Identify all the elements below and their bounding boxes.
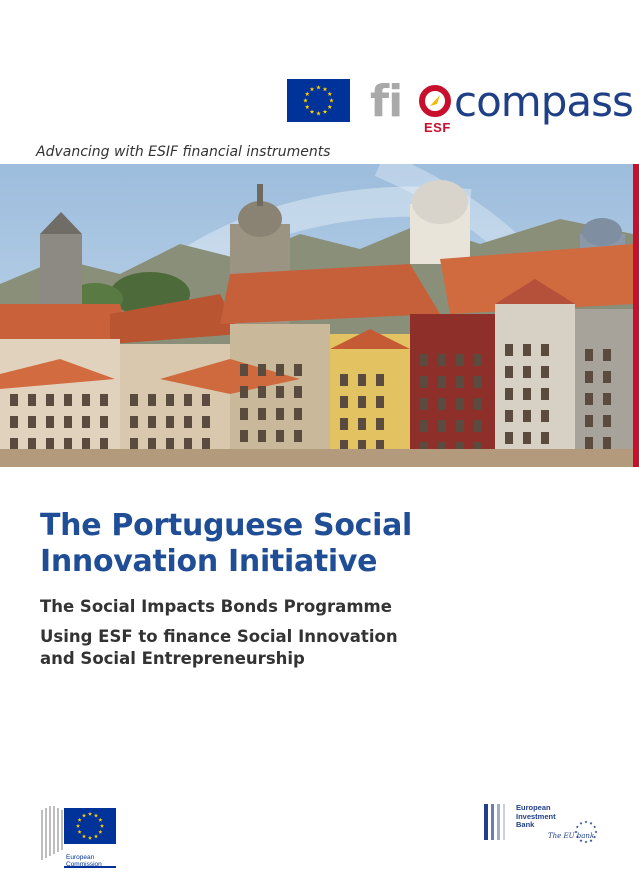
window-shape <box>240 430 248 442</box>
window-shape <box>202 416 210 428</box>
window-shape <box>148 416 156 428</box>
subtitle-programme: The Social Impacts Bonds Programme <box>40 597 392 616</box>
window-shape <box>28 394 36 406</box>
window-shape <box>585 393 593 405</box>
window-shape <box>258 364 266 376</box>
window-shape <box>258 408 266 420</box>
window-shape <box>184 416 192 428</box>
window-shape <box>130 394 138 406</box>
window-shape <box>523 410 531 422</box>
star-icon <box>579 822 582 825</box>
window-shape <box>358 396 366 408</box>
window-shape <box>10 416 18 428</box>
window-shape <box>46 416 54 428</box>
window-shape <box>541 432 549 444</box>
window-shape <box>603 437 611 449</box>
window-shape <box>376 396 384 408</box>
cityscape-image <box>0 164 633 467</box>
window-shape <box>82 394 90 406</box>
window-shape <box>376 374 384 386</box>
hero-accent-bar <box>633 164 639 467</box>
window-shape <box>240 408 248 420</box>
esf-logo-text: ESF <box>424 120 451 135</box>
window-shape <box>240 364 248 376</box>
subtitle-esf-line-1: Using ESF to finance Social Innovation <box>40 627 398 646</box>
window-shape <box>148 394 156 406</box>
window-shape <box>358 418 366 430</box>
window-shape <box>276 430 284 442</box>
window-shape <box>46 394 54 406</box>
tagline: Advancing with ESIF financial instruments <box>36 144 331 160</box>
window-shape <box>474 420 482 432</box>
window-shape <box>603 415 611 427</box>
window-shape <box>294 430 302 442</box>
window-shape <box>46 438 54 450</box>
hero-photo <box>0 164 633 467</box>
window-shape <box>523 432 531 444</box>
compass-icon <box>418 84 452 118</box>
star-icon <box>316 85 321 89</box>
window-shape <box>523 344 531 356</box>
window-shape <box>340 418 348 430</box>
window-shape <box>294 386 302 398</box>
eib-name <box>516 804 556 830</box>
window-shape <box>541 366 549 378</box>
window-shape <box>64 394 72 406</box>
eib-line-2: Investment <box>516 811 556 821</box>
window-shape <box>100 438 108 450</box>
eib-slogan: The EU bank <box>548 832 595 840</box>
title-line-2: Innovation Initiative <box>40 544 378 579</box>
eib-bars-icon <box>484 804 510 840</box>
ec-text-line-1: European <box>66 854 95 861</box>
compass-logo-text: compass <box>454 77 633 126</box>
title-line-1: The Portuguese Social <box>40 508 413 543</box>
window-shape <box>276 386 284 398</box>
window-shape <box>10 394 18 406</box>
star-icon <box>303 98 308 102</box>
window-shape <box>184 394 192 406</box>
window-shape <box>64 416 72 428</box>
star-icon <box>305 92 310 96</box>
window-shape <box>130 438 138 450</box>
window-shape <box>276 408 284 420</box>
window-shape <box>585 415 593 427</box>
eib-line-1: European <box>516 803 551 812</box>
window-shape <box>28 438 36 450</box>
fi-logo-text: fi <box>370 76 403 127</box>
window-shape <box>541 344 549 356</box>
window-shape <box>585 349 593 361</box>
star-icon <box>584 840 587 843</box>
window-shape <box>505 388 513 400</box>
star-icon <box>584 820 587 823</box>
window-shape <box>474 376 482 388</box>
window-shape <box>438 376 446 388</box>
star-icon <box>310 109 315 113</box>
window-shape <box>28 416 36 428</box>
eib-logo <box>484 804 604 850</box>
window-shape <box>166 438 174 450</box>
star-icon <box>576 825 579 828</box>
star-icon <box>316 111 321 115</box>
window-shape <box>505 366 513 378</box>
window-shape <box>358 374 366 386</box>
star-icon <box>323 87 328 91</box>
ec-logo-text <box>66 854 102 868</box>
window-shape <box>420 354 428 366</box>
fi-compass-logo <box>370 76 633 136</box>
window-shape <box>523 366 531 378</box>
window-shape <box>603 371 611 383</box>
window-shape <box>438 420 446 432</box>
window-shape <box>603 349 611 361</box>
window-shape <box>585 371 593 383</box>
star-icon <box>329 98 334 102</box>
star-icon <box>593 825 596 828</box>
eu-stars-icon <box>287 79 350 122</box>
window-shape <box>100 394 108 406</box>
subtitle-esf-line-2: and Social Entrepreneurship <box>40 649 305 668</box>
window-shape <box>505 344 513 356</box>
window-shape <box>130 416 138 428</box>
window-shape <box>603 393 611 405</box>
window-shape <box>541 410 549 422</box>
window-shape <box>474 354 482 366</box>
window-shape <box>184 438 192 450</box>
window-shape <box>100 416 108 428</box>
window-shape <box>541 388 549 400</box>
window-shape <box>456 398 464 410</box>
window-shape <box>523 388 531 400</box>
window-shape <box>438 354 446 366</box>
window-shape <box>294 364 302 376</box>
window-shape <box>82 416 90 428</box>
star-icon <box>327 92 332 96</box>
window-shape <box>505 432 513 444</box>
window-shape <box>166 394 174 406</box>
window-shape <box>202 394 210 406</box>
window-shape <box>64 438 72 450</box>
document-title <box>40 508 600 580</box>
window-shape <box>456 354 464 366</box>
star-icon <box>594 830 597 833</box>
window-shape <box>294 408 302 420</box>
window-shape <box>340 374 348 386</box>
window-shape <box>456 376 464 388</box>
star-icon <box>310 87 315 91</box>
window-shape <box>82 438 90 450</box>
window-shape <box>276 364 284 376</box>
eib-line-3: Bank <box>516 820 535 829</box>
window-shape <box>148 438 156 450</box>
window-shape <box>474 398 482 410</box>
window-shape <box>376 418 384 430</box>
window-shape <box>10 438 18 450</box>
window-shape <box>505 410 513 422</box>
window-shape <box>456 420 464 432</box>
window-shape <box>420 420 428 432</box>
window-shape <box>202 438 210 450</box>
star-icon <box>327 105 332 109</box>
eu-flag-logo <box>287 79 350 122</box>
star-icon <box>589 822 592 825</box>
ec-text-line-2: Commission <box>66 861 102 868</box>
window-shape <box>240 386 248 398</box>
window-shape <box>340 396 348 408</box>
window-shape <box>258 430 266 442</box>
star-icon <box>305 105 310 109</box>
window-shape <box>166 416 174 428</box>
star-icon <box>323 109 328 113</box>
window-shape <box>420 376 428 388</box>
window-shape <box>258 386 266 398</box>
window-shape <box>420 398 428 410</box>
subtitle-esf <box>40 626 600 670</box>
window-shape <box>585 437 593 449</box>
window-shape <box>438 398 446 410</box>
